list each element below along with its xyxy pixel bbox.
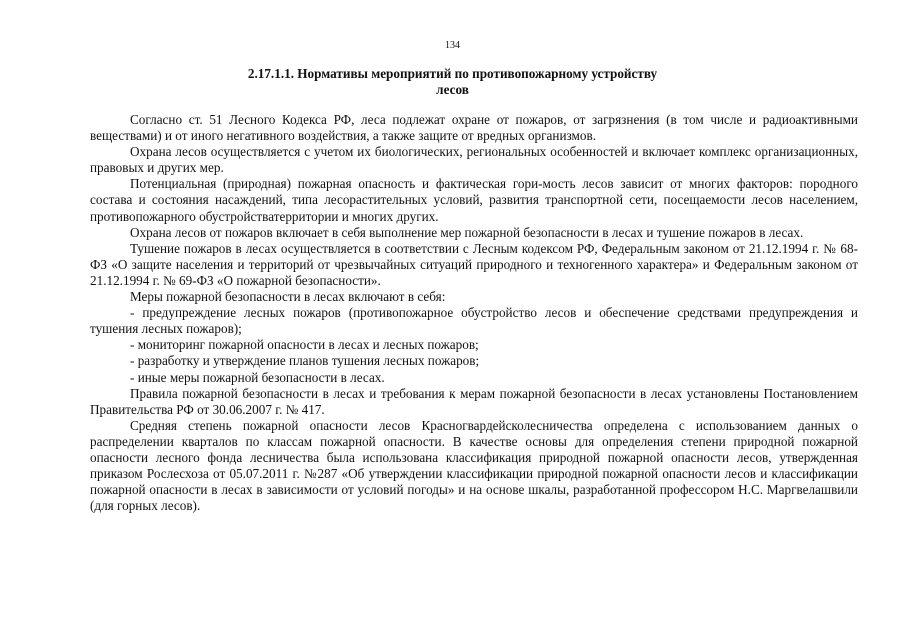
list-item-other-measures: - иные меры пожарной безопасности в лесах.	[130, 369, 385, 385]
paragraph-fire-hazard-factors: Потенциальная (природная) пожарная опасность и фактическая гори-мость лесов зависит от многих факторов: породного состава и состояния насаждений, типа лесорастительных условий, развития транспортной сети, посещаемости лесов населением, противопожарного обустройстватерритории и многих других.	[90, 176, 858, 224]
section-heading-line-1: 2.17.1.1. Нормативы мероприятий по противопожарному устройству	[247, 66, 658, 81]
paragraph-safety-rules: Правила пожарной безопасности в лесах и требования к мерам пожарной безопасности в лесах установлены Постановлением Правительства РФ от 30.06.2007 г. № 417.	[90, 385, 858, 417]
list-item-monitoring: - мониторинг пожарной опасности в лесах и лесных пожаров;	[130, 337, 479, 353]
body-text	[90, 112, 858, 514]
page-number: 134	[445, 40, 460, 51]
paragraph-safety-measures-intro: Меры пожарной безопасности в лесах включают в себя:	[130, 289, 446, 305]
paragraph-firefighting-laws: Тушение пожаров в лесах осуществляется в соответствии с Лесным кодексом РФ, Федеральным законом от 21.12.1994 г. № 68-ФЗ «О защите населения и территорий от чрезвычайных ситуаций природного и техногенного характера» и Федеральным законом от 21.12.1994 г. № 69-ФЗ «О пожарной безопасности».	[90, 240, 858, 288]
paragraph-fire-protection-scope: Охрана лесов от пожаров включает в себя выполнение мер пожарной безопасности в лесах и тушение пожаров в лесах.	[130, 224, 804, 240]
paragraph-hazard-classification: Средняя степень пожарной опасности лесов Красногвардейсколесничества определена с использованием данных о распределении кварталов по классам пожарной опасности. В качестве основы для определения степени природной пожарной опасности лесного фонда лесничества была использована классификация природной пожарной опасности лесов, утвержденная приказом Рослесхоза от 05.07.2011 г. №287 «Об утверждении классификации природной пожарной опасности лесов и классификации пожарной опасности в лесах в зависимости от условий погоды» и на основе шкалы, разработанной профессором Н.С. Маргвелашвили (для горных лесов).	[90, 417, 858, 514]
paragraph-protection-measures: Охрана лесов осуществляется с учетом их биологических, региональных особенностей и включает комплекс организационных, правовых и других мер.	[90, 144, 858, 176]
section-heading-line-2: лесов	[436, 82, 469, 97]
section-heading	[160, 66, 745, 98]
paragraph-forest-code: Согласно ст. 51 Лесного Кодекса РФ, леса подлежат охране от пожаров, от загрязнения (в том числе и радиоактивными веществами) и от иного негативного воздействия, а также защите от вредных организмов.	[90, 112, 858, 144]
list-item-prevention: - предупреждение лесных пожаров (противопожарное обустройство лесов и обеспечение средствами предупреждения и тушения лесных пожаров);	[90, 305, 858, 337]
list-item-plans: - разработку и утверждение планов тушения лесных пожаров;	[130, 353, 480, 369]
